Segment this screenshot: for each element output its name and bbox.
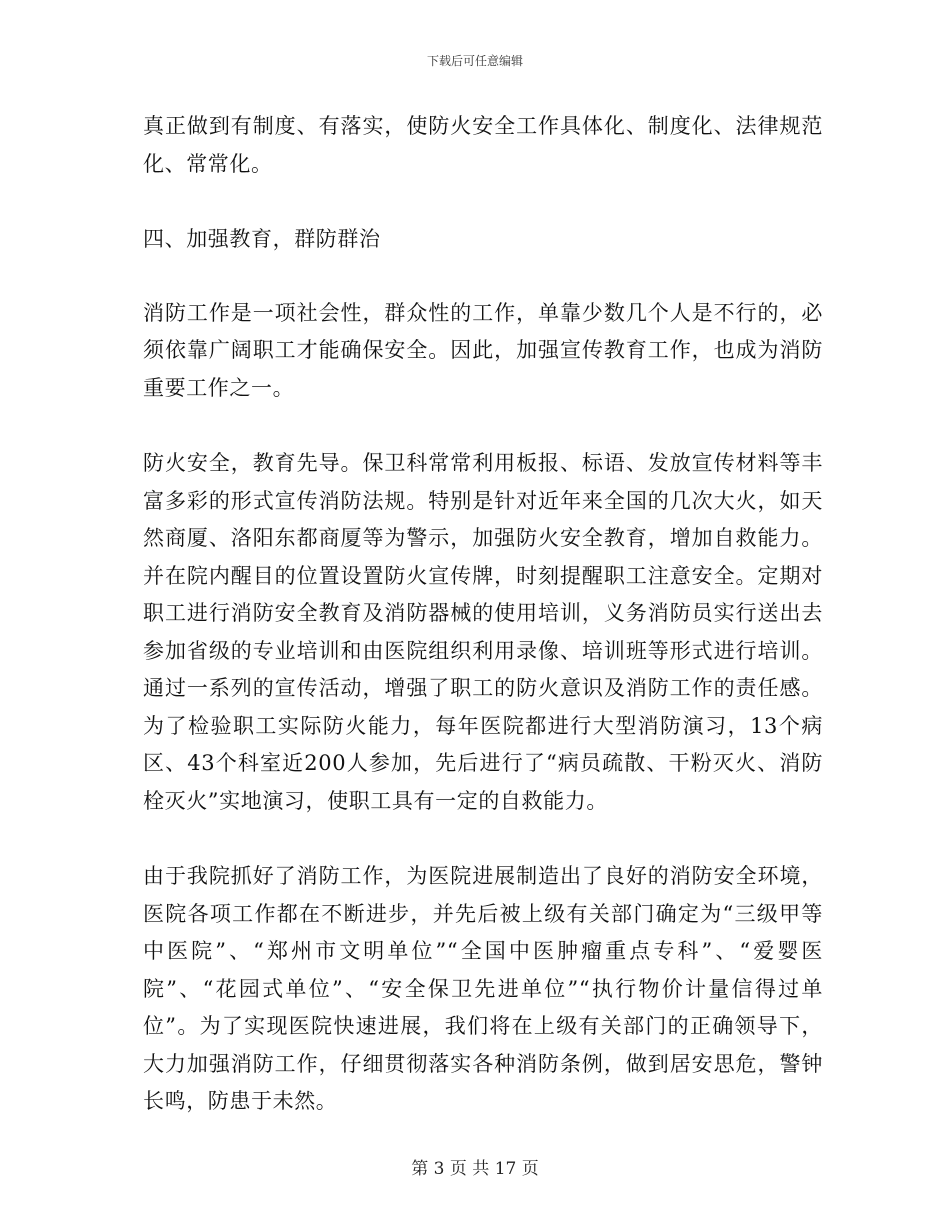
paragraph-3: 防火安全，教育先导。保卫科常常利用板报、标语、发放宣传材料等丰富多彩的形式宣传消防法规。特别是针对近年来全国的几次大火，如天然商厦、洛阳东都商厦等为警示，加强防火安全教育，增加自救能力。并在院内醒目的位置设置防火宣传牌，时刻提醒职工注意安全。定期对职工进行消防安全教育及消防器械的使用培训，义务消防员实行送出去参加省级的专业培训和由医院组织利用录像、培训班等形式进行培训。通过一系列的宣传活动，增强了职工的防火意识及消防工作的责任感。为了检验职工实际防火能力，每年医院都进行大型消防演习，13个病区、43个科室近200人参加，先后进行了“病员疏散、干粉灭火、消防栓灭火”实地演习，使职工具有一定的自救能力。 bbox=[143, 451, 823, 813]
page-number-footer: 第 3 页 共 17 页 bbox=[411, 1159, 539, 1179]
document-body bbox=[143, 108, 823, 1159]
paragraph-2: 消防工作是一项社会性，群众性的工作，单靠少数几个人是不行的，必须依靠广阔职工才能确保安全。因此，加强宣传教育工作，也成为消防重要工作之一。 bbox=[143, 300, 823, 400]
page-header-note: 下载后可任意编辑 bbox=[426, 54, 523, 68]
paragraph-1: 真正做到有制度、有落实，使防火安全工作具体化、制度化、法律规范化、常常化。 bbox=[143, 114, 823, 176]
paragraph-4: 由于我院抓好了消防工作，为医院进展制造出了良好的消防安全环境，医院各项工作都在不断进步，并先后被上级有关部门确定为“三级甲等中医院”、“郑州市文明单位”“全国中医肿瘤重点专科”、“爱婴医院”、“花园式单位”、“安全保卫先进单位”“执行物价计量信得过单位”。为了实现医院快速进展，我们将在上级有关部门的正确领导下，大力加强消防工作，仔细贯彻落实各种消防条例，做到居安思危，警钟长鸣，防患于未然。 bbox=[143, 864, 823, 1113]
section-heading: 四、加强教育，群防群治 bbox=[143, 227, 381, 251]
